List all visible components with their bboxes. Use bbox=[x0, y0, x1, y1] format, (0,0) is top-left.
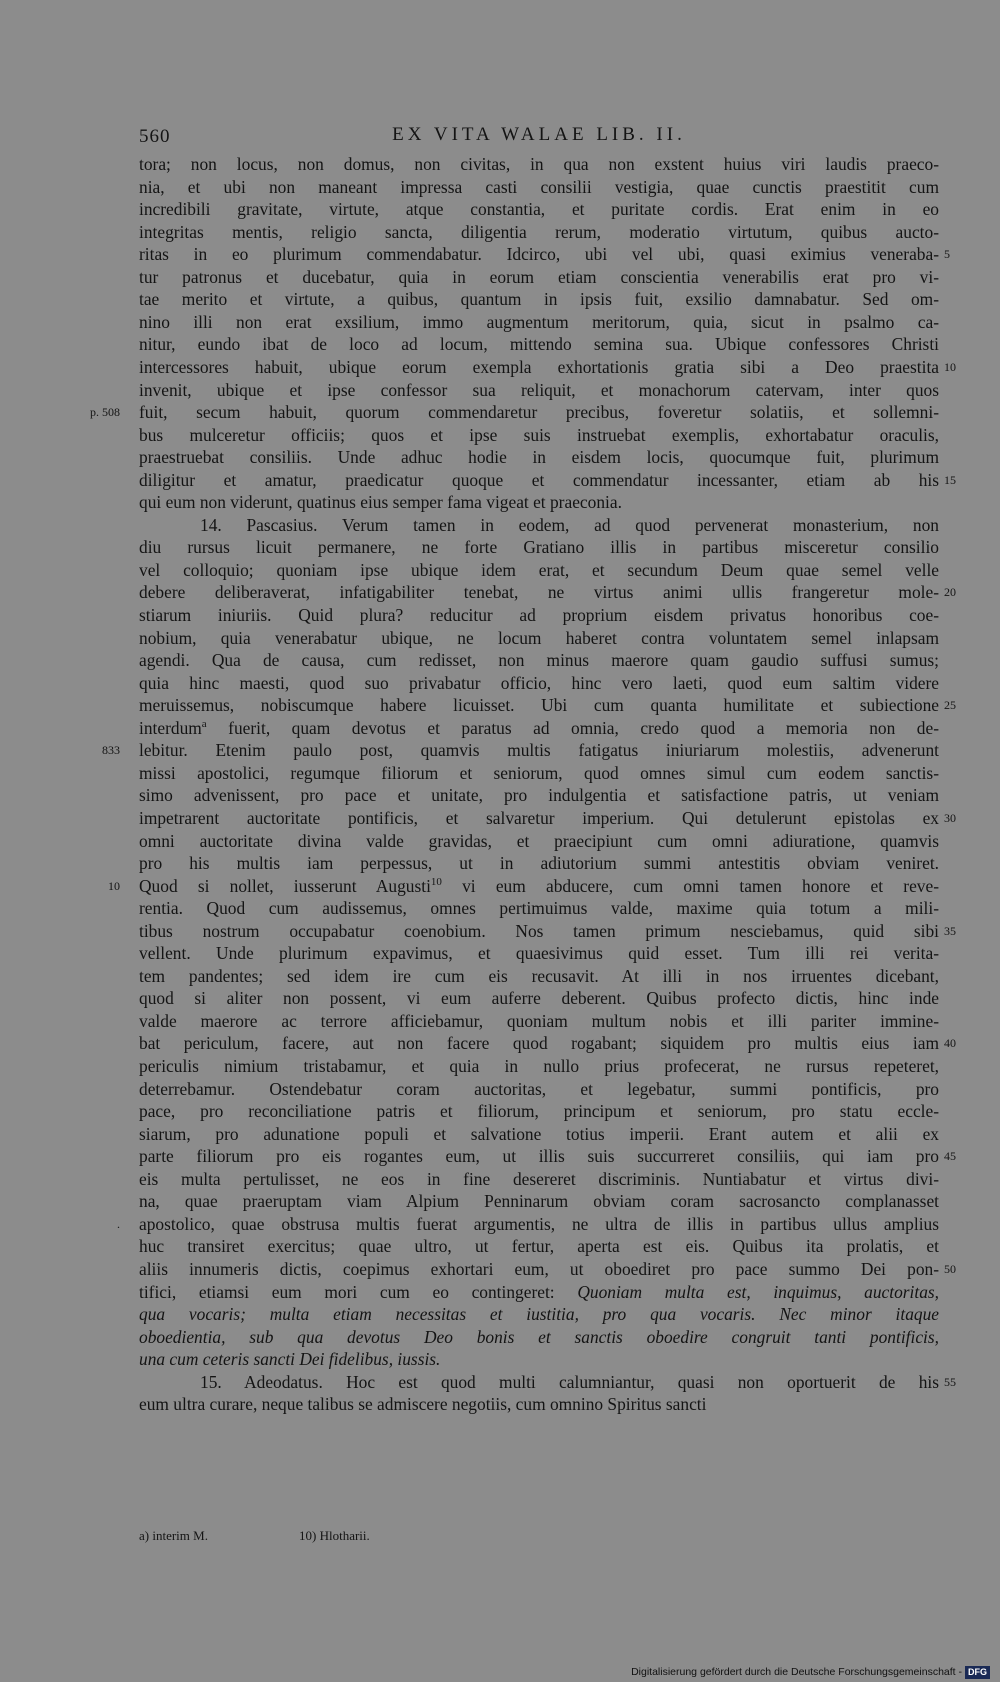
text-line bbox=[139, 1122, 939, 1146]
margin-note: 833 bbox=[102, 743, 120, 758]
line-text: pro his multis iam perpessus, ut in adiutorium summi antestitis obviam veniret. bbox=[139, 853, 939, 874]
text-line bbox=[139, 468, 939, 492]
line-text: impetrarent auctoritate pontificis, et salvaretur imperium. Qui detulerunt epistolas ex bbox=[139, 807, 939, 828]
text-line bbox=[139, 378, 939, 402]
margin-note: . bbox=[117, 1216, 120, 1231]
line-text: omni auctoritate divina valde gravidas, et praecipiunt cum omni adiuratione, quamvis bbox=[139, 830, 939, 851]
text-line bbox=[139, 1167, 939, 1191]
page-header bbox=[139, 122, 939, 150]
text-line bbox=[139, 332, 939, 356]
line-text: tifici, etiamsi eum mori cum eo contingeret: bbox=[139, 1281, 578, 1302]
line-text: fuit, secum habuit, quorum commendaretur precibus, foveretur solatiis, et sollemni- bbox=[139, 402, 939, 423]
margin-note: 10 bbox=[108, 878, 120, 893]
footnotes bbox=[139, 1525, 939, 1547]
line-text: praestruebat consiliis. Unde adhuc hodie in eisdem locis, quocumque fuit, plurimum bbox=[139, 447, 939, 468]
line-text: nia, et ubi non maneant impressa casti consilii vestigia, quae cunctis praestitit cum bbox=[139, 176, 939, 197]
footnote-ref: 10 bbox=[430, 875, 442, 888]
line-text: na, quae praeruptam viam Alpium Penninarum obviam coram sacrosancto complanasset bbox=[139, 1191, 939, 1212]
text-line bbox=[139, 896, 939, 920]
text-line bbox=[139, 1325, 939, 1349]
line-text: vel colloquio; quoniam ipse ubique idem erat, et secundum Deum quae semel velle bbox=[139, 559, 939, 580]
text-line bbox=[139, 964, 939, 988]
text-line bbox=[139, 1257, 939, 1281]
line-text: nobium, quia venerabatur ubique, ne locum haberet contra voluntatem semel inlapsam bbox=[139, 627, 939, 648]
text-line bbox=[139, 490, 939, 514]
text-line bbox=[139, 874, 939, 898]
line-text: incredibili gravitate, virtute, atque constantia, et puritate cordis. Erat enim in eo bbox=[139, 199, 939, 220]
line-text: ritas in eo plurimum commendabatur. Idcirco, ubi vel ubi, quasi eximius veneraba- bbox=[139, 244, 939, 265]
line-text: parte filiorum pro eis rogantes eum, ut illis suis succurreret consiliis, qui iam pro bbox=[139, 1146, 939, 1167]
text-line bbox=[139, 400, 939, 424]
text-line bbox=[139, 1189, 939, 1213]
text-line bbox=[139, 1031, 939, 1055]
text-line bbox=[200, 513, 939, 537]
text-line bbox=[139, 1099, 939, 1123]
line-text: agendi. Qua de causa, cum redisset, non minus maerore quam gaudio suffusi sumus; bbox=[139, 650, 939, 671]
line-text: 14. Pascasius. Verum tamen in eodem, ad quod pervenerat monasterium, non bbox=[200, 514, 939, 535]
line-text: Quod si nollet, iusserunt Augusti bbox=[139, 875, 431, 896]
line-text: rentia. Quod cum audissemus, omnes pertimuimus valde, maxime quia totum a mili- bbox=[139, 898, 939, 919]
line-text: quia hinc maesti, quod suo privabatur officio, hinc vero laeti, quod eum saltim videre bbox=[139, 672, 939, 693]
line-text: meruissemus, nobiscumque habere licuisset. Ubi cum quanta humilitate et subiectione bbox=[139, 695, 939, 716]
text-line bbox=[139, 355, 939, 379]
text-line bbox=[139, 806, 939, 830]
dfg-logo: DFG bbox=[965, 1666, 990, 1679]
text-line bbox=[139, 535, 939, 559]
text-line bbox=[139, 197, 939, 221]
text-line bbox=[139, 310, 939, 334]
line-text: tae merito et virtute, a quibus, quantum in ipsis fuit, exsilio damnabatur. Sed om- bbox=[139, 289, 939, 310]
text-line bbox=[139, 919, 939, 943]
text-line bbox=[139, 783, 939, 807]
line-text: apostolico, quae obstrusa multis fuerat argumentis, ne ultra de illis in partibus ullus amplius bbox=[139, 1213, 939, 1234]
text-line bbox=[139, 716, 939, 740]
line-text: integritas mentis, religio sancta, diligentia rerum, moderatio virtutum, quibus aucto- bbox=[139, 221, 939, 242]
text-line bbox=[139, 851, 939, 875]
line-text: tora; non locus, non domus, non civitas, in qua non exstent huius viri laudis praeco- bbox=[139, 154, 939, 174]
text-line bbox=[139, 1009, 939, 1033]
line-text: nitur, eundo ibat de loco ad locum, mittendo semina sua. Ubique confessores Christi bbox=[139, 334, 939, 355]
line-text: valde maerore ac terrore afficiebamur, quoniam multum nobis et illi pariter immine- bbox=[139, 1010, 939, 1031]
text-line bbox=[139, 220, 939, 244]
text-line bbox=[139, 445, 939, 469]
line-text: deterrebamur. Ostendebatur coram auctoritas, et legebatur, summi pontificis, pro bbox=[139, 1078, 939, 1099]
text-line bbox=[139, 829, 939, 853]
line-number: 55 bbox=[944, 1374, 956, 1389]
text-line bbox=[139, 1054, 939, 1078]
line-text: bat periculum, facere, aut non facere quod rogabant; siquidem pro multis eius iam bbox=[139, 1033, 939, 1054]
line-text: tibus nostrum occupabatur coenobium. Nos tamen primum nesciebamus, quid sibi bbox=[139, 920, 939, 941]
running-title: EX VITA WALAE LIB. II. bbox=[392, 124, 686, 145]
line-text: eis multa pertulisset, ne eos in fine desereret discriminis. Nuntiabatur et virtus divi- bbox=[139, 1168, 939, 1189]
line-number: 35 bbox=[944, 923, 956, 938]
line-text: diu rursus licuit permanere, ne forte Gratiano illis in partibus misceretur consilio bbox=[139, 537, 939, 558]
text-line bbox=[139, 580, 939, 604]
margin-note: p. 508 bbox=[90, 405, 120, 420]
text-line bbox=[139, 738, 939, 762]
line-text: qui eum non viderunt, quatinus eius semper fama vigeat et praeconia. bbox=[139, 492, 622, 513]
line-number: 40 bbox=[944, 1036, 956, 1051]
line-text: eum ultra curare, neque talibus se admiscere negotiis, cum omnino Spiritus sancti bbox=[139, 1394, 707, 1415]
line-number: 10 bbox=[944, 359, 956, 374]
line-text: oboedientia, sub qua devotus Deo bonis et sanctis oboedire congruit tanti pontificis, bbox=[139, 1326, 939, 1347]
line-text: quod si aliter non possent, vi eum auferre deberent. Quibus profecto dictis, hinc inde bbox=[139, 988, 939, 1009]
text-line bbox=[139, 986, 939, 1010]
text-line bbox=[139, 1347, 939, 1371]
line-text: una cum ceteris sancti Dei fidelibus, iussis. bbox=[139, 1349, 441, 1370]
digitization-credit bbox=[606, 1664, 990, 1680]
line-text: vi eum abducere, cum omni tamen honore et reve- bbox=[441, 875, 939, 896]
line-text: bus mulceretur officiis; quos et ipse suis instruebat exemplis, exhortabatur oraculis, bbox=[139, 424, 939, 445]
footnote-ref: a bbox=[201, 717, 207, 730]
line-text: huc transiret exercitus; quae ultro, ut fertur, aperta est eis. Quibus ita prolatis, et bbox=[139, 1236, 939, 1257]
line-text: missi apostolici, regumque filiorum et seniorum, quod omnes simul cum eodem sanctis- bbox=[139, 762, 939, 783]
line-number: 5 bbox=[944, 247, 950, 262]
line-text: fuerit, quam devotus et paratus ad omnia, credo quod a memoria non de- bbox=[206, 717, 939, 738]
line-number: 25 bbox=[944, 698, 956, 713]
line-text: Quoniam multa est, inquimus, auctoritas, bbox=[577, 1281, 939, 1302]
text-line bbox=[139, 1280, 939, 1304]
text-line bbox=[139, 626, 939, 650]
line-text: debere deliberaverat, infatigabiliter tenebat, ne virtus animi ullis frangeretur mole- bbox=[139, 582, 939, 603]
text-line bbox=[139, 671, 939, 695]
line-text: lebitur. Etenim paulo post, quamvis multis fatigatus iniuriarum molestiis, advenerunt bbox=[139, 740, 939, 761]
text-line bbox=[139, 1234, 939, 1258]
text-line bbox=[139, 558, 939, 582]
text-line bbox=[139, 242, 939, 266]
text-line bbox=[139, 175, 939, 199]
text-line bbox=[139, 941, 939, 965]
text-line bbox=[200, 1370, 939, 1394]
text-line bbox=[139, 693, 939, 717]
text-line bbox=[139, 1077, 939, 1101]
line-number: 50 bbox=[944, 1261, 956, 1276]
line-number: 45 bbox=[944, 1149, 956, 1164]
text-line bbox=[139, 648, 939, 672]
page-number: 560 bbox=[139, 126, 171, 147]
text-line bbox=[139, 265, 939, 289]
text-line bbox=[139, 423, 939, 447]
text-line bbox=[139, 152, 939, 176]
text-line bbox=[139, 761, 939, 785]
line-text: siarum, pro adunatione populi et salvatione totius imperii. Erant autem et alii ex bbox=[139, 1123, 939, 1144]
line-text: aliis innumeris dictis, coepimus exhortari eum, ut oboediret pro pace summo Dei pon- bbox=[139, 1258, 939, 1279]
digitization-note: Digitalisierung gefördert durch die Deutsche Forschungsgemeinschaft - bbox=[631, 1666, 962, 1678]
text-line bbox=[139, 1144, 939, 1168]
line-text: periculis nimium tristabamur, et quia in nullo prius profecerat, ne rursus repeteret, bbox=[139, 1056, 939, 1076]
line-text: tem pandentes; sed idem ire cum eis recusavit. At illi in nos irruentes dicebant, bbox=[139, 965, 939, 986]
footnote: a) interim M. bbox=[139, 1528, 208, 1543]
line-number: 20 bbox=[944, 585, 956, 600]
line-text: pace, pro reconciliatione patris et filiorum, principum et seniorum, pro statu eccle- bbox=[139, 1101, 939, 1122]
line-text: nino illi non erat exsilium, immo augmentum meritorum, quia, sicut in psalmo ca- bbox=[139, 311, 939, 332]
line-number: 15 bbox=[944, 472, 956, 487]
text-line bbox=[139, 1302, 939, 1326]
text-line bbox=[139, 603, 939, 627]
footnote: 10) Hlotharii. bbox=[299, 1528, 370, 1543]
text-line bbox=[139, 1392, 939, 1416]
line-text: stiarum iniuriis. Quid plura? reducitur ad proprium eisdem privatus honoribus coe- bbox=[139, 605, 939, 625]
text-line bbox=[139, 1212, 939, 1236]
line-text: qua vocaris; multa etiam necessitas et iustitia, pro qua vocaris. Nec minor itaque bbox=[139, 1304, 939, 1325]
line-text: invenit, ubique et ipse confessor sua reliquit, et monachorum catervam, inter quos bbox=[139, 379, 939, 400]
text-line bbox=[139, 287, 939, 311]
line-text: tur patronus et ducebatur, quia in eorum etiam conscientia venerabilis erat pro vi- bbox=[139, 266, 939, 287]
line-text: diligitur et amatur, praedicatur quoque et commendatur incessanter, etiam ab his bbox=[139, 469, 939, 490]
line-text: interdum bbox=[139, 717, 202, 738]
line-number: 30 bbox=[944, 810, 956, 825]
line-text: 15. Adeodatus. Hoc est quod multi calumniantur, quasi non oportuerit de his bbox=[200, 1371, 939, 1392]
line-text: intercessores habuit, ubique eorum exempla exhortationis gratia sibi a Deo praestita bbox=[139, 356, 939, 377]
line-text: vellent. Unde plurimum expavimus, et quaesivimus quid esset. Tum illi rei verita- bbox=[139, 943, 939, 964]
line-text: simo advenissent, pro pace et unitate, pro indulgentia et satisfactione patris, ut veniam bbox=[139, 785, 939, 806]
